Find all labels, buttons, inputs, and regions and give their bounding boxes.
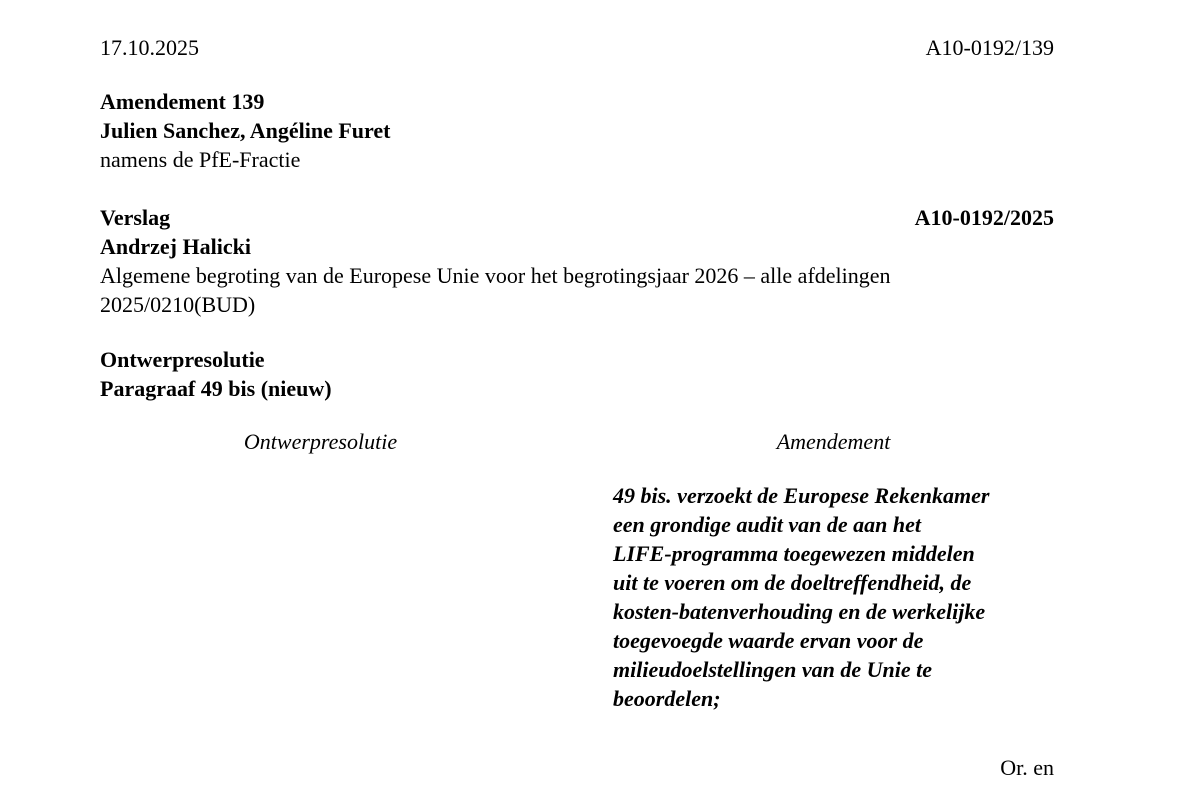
- procedure-number: 2025/0210(BUD): [100, 292, 256, 317]
- amendment-text-line: milieudoelstellingen van de Unie te: [613, 657, 932, 682]
- report-title: Algemene begroting van de Europese Unie voor het begrotingsjaar 2026 – alle afdelingen: [100, 263, 891, 288]
- amendment-text-line: uit te voeren om de doeltreffendheid, de: [613, 570, 972, 595]
- report-number: A10-0192/2025: [914, 205, 1054, 230]
- amendment-text-line: kosten-batenverhouding en de werkelijke: [613, 599, 986, 624]
- amendment-authors: Julien Sanchez, Angéline Furet: [100, 118, 391, 143]
- section-document: Ontwerpresolutie: [100, 347, 265, 372]
- section-paragraph: Paragraaf 49 bis (nieuw): [100, 376, 332, 401]
- political-group: namens de PfE-Fractie: [100, 147, 301, 172]
- document-header: [100, 33, 1054, 62]
- report-label: Verslag: [100, 205, 171, 230]
- amendment-text-line: beoordelen;: [613, 686, 721, 711]
- amendment-text-line: LIFE-programma toegewezen middelen: [613, 541, 975, 566]
- amendment-text: [613, 481, 989, 713]
- amendment-text-line: een grondige audit van de aan het: [613, 512, 922, 537]
- amendment-reference: A10-0192/139: [925, 35, 1054, 60]
- left-column-header: Ontwerpresolutie: [243, 429, 398, 454]
- rapporteur: Andrzej Halicki: [100, 234, 251, 259]
- original-language: Or. en: [1000, 755, 1054, 780]
- report-header: [100, 203, 1054, 232]
- amendment-text-line: 49 bis. verzoekt de Europese Rekenkamer: [613, 483, 990, 508]
- amendment-text-line: toegevoegde waarde ervan voor de: [613, 628, 924, 653]
- amendment-title: Amendement 139: [100, 89, 265, 114]
- date: 17.10.2025: [100, 35, 199, 60]
- right-column-header: Amendement: [776, 429, 891, 454]
